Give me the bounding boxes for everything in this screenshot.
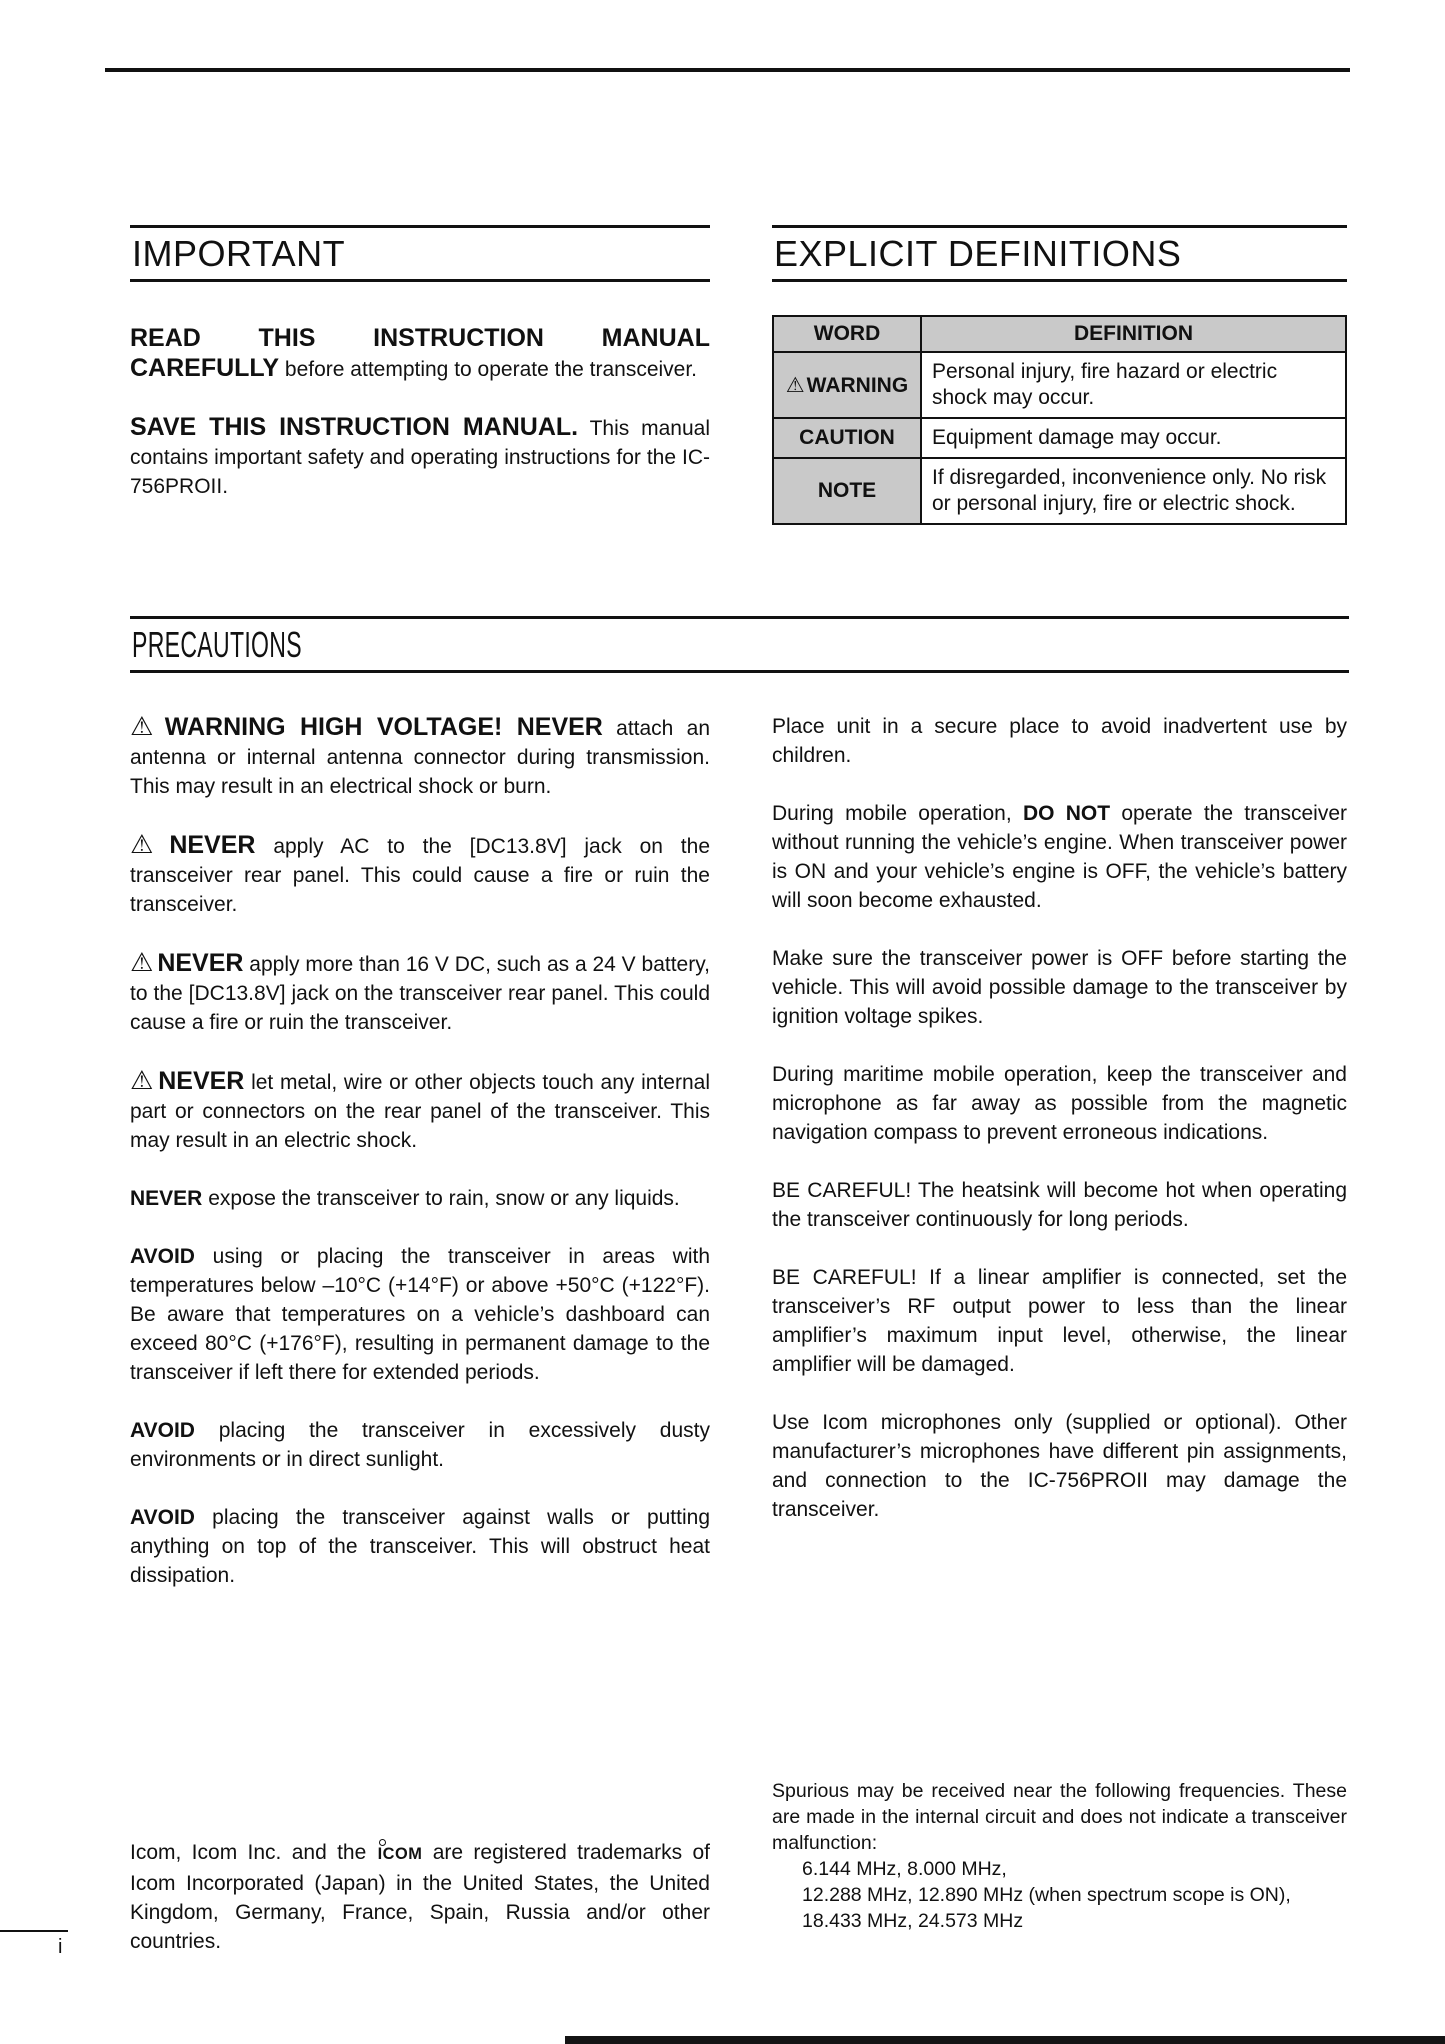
frequency-line: 6.144 MHz, 8.000 MHz, (802, 1858, 1007, 1880)
precautions-heading (130, 616, 1349, 673)
text: BE CAREFUL! If a linear amplifier is connected, set the transceiver’s RF output power to less than the linear amplifier’s maximum input level, otherwise, the linear amplifier will be damaged. (772, 1266, 1347, 1376)
warning-triangle-icon: ⚠ (130, 711, 161, 741)
spurious-note (772, 1778, 1347, 1934)
definitions-table (772, 315, 1347, 525)
text: placing the transceiver in excessively dusty environments or in direct sunlight. (130, 1419, 710, 1471)
definition-cell: Equipment damage may occur. (921, 418, 1346, 458)
frequency-line: 12.288 MHz, 12.890 MHz (when spectrum scope is ON), (802, 1884, 1291, 1906)
spurious-intro: Spurious may be received near the following frequencies. These are made in the internal circuit and does not indicate a transceiver malfunction: (772, 1780, 1347, 1854)
paragraph (772, 1408, 1347, 1524)
paragraph (130, 948, 710, 1037)
definitions-table-body (773, 352, 1346, 524)
paragraph (772, 799, 1347, 915)
paragraph (772, 1060, 1347, 1147)
paragraph (130, 413, 710, 501)
paragraph (130, 324, 710, 384)
paragraph (772, 712, 1347, 770)
important-heading (130, 225, 710, 282)
paragraph (130, 1242, 710, 1387)
page-number: i (58, 1936, 63, 1958)
bold-text: WARNING HIGH VOLTAGE! NEVER (164, 713, 603, 741)
bold-text: NEVER (158, 1067, 245, 1095)
bold-text: NEVER (169, 831, 256, 859)
bold-text: NEVER (157, 949, 244, 977)
frequency-line: 18.433 MHz, 24.573 MHz (802, 1910, 1024, 1932)
icom-logo: ICOM (377, 1845, 423, 1863)
bold-text: AVOID (130, 1506, 195, 1529)
paragraph (130, 830, 710, 919)
table-row (773, 418, 1346, 458)
bold-text: NEVER (130, 1187, 203, 1210)
paragraph (130, 1503, 710, 1590)
table-row (773, 352, 1346, 418)
table-header-definition: DEFINITION (921, 316, 1346, 352)
bold-text: AVOID (130, 1419, 195, 1442)
bold-text: AVOID (130, 1245, 195, 1268)
warning-triangle-icon: ⚠ (130, 947, 154, 977)
explicit-definitions-section (772, 225, 1347, 525)
text: This manual contains important safety and operating instructions for the IC-756PROII. (130, 417, 711, 498)
text: Place unit in a secure place to avoid inadvertent use by children. (772, 715, 1347, 767)
paragraph (772, 1176, 1347, 1234)
text: Icom, Icom Inc. and the (130, 1841, 377, 1864)
word-cell: CAUTION (773, 418, 921, 458)
text: Make sure the transceiver power is OFF before starting the vehicle. This will avoid possible damage to the transceiver by ignition voltage spikes. (772, 947, 1347, 1028)
text: attach an antenna or internal antenna connector during transmission. This may result in an electrical shock or burn. (130, 717, 711, 798)
paragraph (130, 1184, 710, 1213)
spurious-frequency-list (772, 1856, 1347, 1934)
paragraph (772, 1263, 1347, 1379)
important-paragraphs (130, 324, 710, 501)
paragraph (130, 1838, 710, 1956)
important-title: IMPORTANT (132, 233, 346, 274)
paragraph (130, 712, 710, 801)
warning-triangle-icon: ⚠ (130, 829, 166, 859)
word-cell: NOTE (773, 458, 921, 524)
explicit-definitions-title: EXPLICIT DEFINITIONS (774, 233, 1182, 274)
precautions-title: PRECAUTIONS (132, 624, 302, 665)
text: using or placing the transceiver in areas with temperatures below –10°C (+14°F) or above +50°C (+122°F). Be aware that temperatures on a vehicle’s dashboard can exceed 80°C (+176°F), resulting in permanent damage to the transceiver if left there for extended periods. (130, 1245, 710, 1384)
paragraph (130, 1416, 710, 1474)
paragraph (772, 944, 1347, 1031)
trademark-note (130, 1838, 710, 1956)
page-number-divider (0, 1930, 68, 1932)
text: During maritime mobile operation, keep the transceiver and microphone as far away as possible from the magnetic navigation compass to prevent erroneous indications. (772, 1063, 1347, 1144)
text: BE CAREFUL! The heatsink will become hot when operating the transceiver continuously for long periods. (772, 1179, 1347, 1231)
text: are registered trademarks of Icom Incorporated (Japan) in the United States, the United Kingdom, Germany, France, Spain, Russia and/or other countries. (130, 1841, 710, 1953)
text: placing the transceiver against walls or putting anything on top of the transceiver. This will obstruct heat dissipation. (130, 1506, 710, 1587)
warning-triangle-icon: ⚠ (785, 373, 805, 397)
text: During mobile operation, (772, 802, 1023, 825)
bold-text: DO NOT (1022, 802, 1111, 825)
page-edge-bar (565, 2036, 1445, 2044)
bold-text: READ THIS INSTRUCTION MANUAL CAREFULLY (130, 324, 710, 382)
text: before attempting to operate the transceiver. (279, 358, 698, 381)
definition-cell: If disregarded, inconvenience only. No risk or personal injury, fire or electric shock. (921, 458, 1346, 524)
warning-triangle-icon: ⚠ (130, 1065, 155, 1095)
definition-cell: Personal injury, fire hazard or electric shock may occur. (921, 352, 1346, 418)
text: let metal, wire or other objects touch any internal part or connectors on the rear panel of the transceiver. This may result in an electric shock. (130, 1071, 711, 1152)
explicit-definitions-heading (772, 225, 1347, 282)
top-divider (105, 68, 1350, 72)
text: apply AC to the [DC13.8V] jack on the transceiver rear panel. This could cause a fire or ruin the transceiver. (130, 835, 710, 916)
table-row (773, 458, 1346, 524)
paragraph (130, 1066, 710, 1155)
precautions-right-column (772, 712, 1347, 1524)
bold-text: SAVE THIS INSTRUCTION MANUAL. (130, 413, 579, 441)
text: operate the transceiver without running the vehicle’s engine. When transceiver power is ON and your vehicle’s engine is OFF, the vehicle’s battery will soon become exhausted. (772, 802, 1347, 912)
important-section (130, 225, 710, 501)
text: Use Icom microphones only (supplied or optional). Other manufacturer’s microphones have different pin assignments, and connection to the IC-756PROII may damage the transceiver. (772, 1411, 1347, 1521)
text: expose the transceiver to rain, snow or any liquids. (202, 1187, 680, 1210)
precautions-left-column (130, 712, 710, 1590)
text: apply more than 16 V DC, such as a 24 V battery, to the [DC13.8V] jack on the transceiver rear panel. This could cause a fire or ruin the transceiver. (130, 953, 710, 1034)
table-header-word: WORD (773, 316, 921, 352)
word-cell: ⚠WARNING (773, 352, 921, 418)
